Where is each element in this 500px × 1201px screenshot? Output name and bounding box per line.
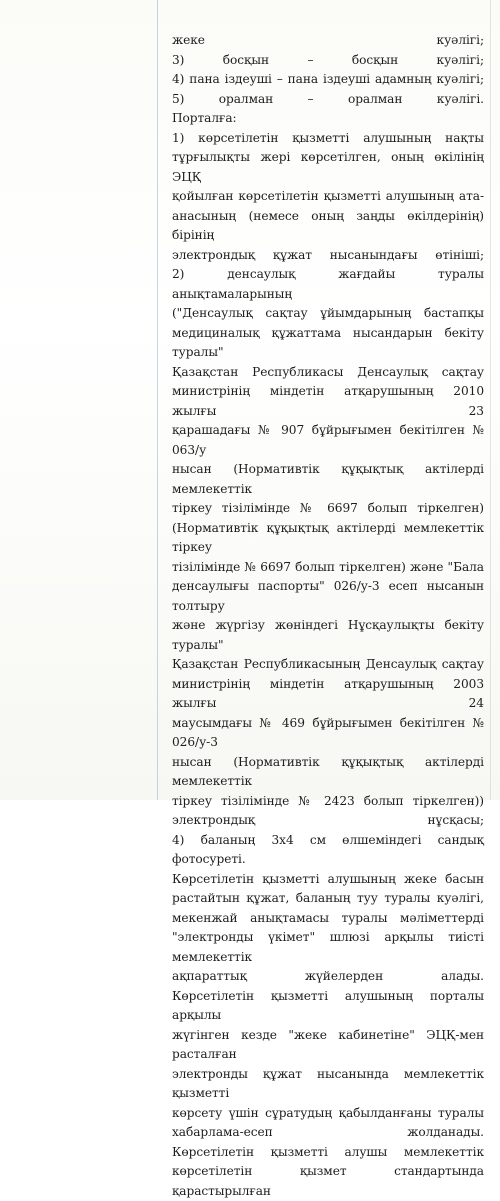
document-line: қарашадағы № 907 бұйрығымен бекітілген № 063/у	[172, 423, 484, 457]
document-line: тіркеу тізілімінде № 2423 болып тіркелген))	[172, 793, 484, 808]
document-line: 2) денсаулық жағдайы туралы анықтамаларының	[172, 267, 484, 301]
document-line: 5) оралман – оралман куәлігі.	[172, 91, 484, 106]
document-line: анасының (немесе оның заңды өкілдерінің) бірінің	[172, 208, 484, 242]
document-line: нысан (Нормативтік құқықтық актілерді мемлекеттік	[172, 754, 484, 788]
document-line: көрсету үшін сұратудың қабылданғаны туралы	[172, 1105, 484, 1120]
document-line: Қазақстан Республикасы Денсаулық сақтау	[172, 364, 484, 379]
document-line: ақпараттық жүйелерден алады.	[172, 969, 484, 983]
document-line: хабарлама-есеп жолданады.	[172, 1125, 484, 1139]
document-line: 4) баланың 3х4 см өлшеміндегі сандық фотосуреті.	[172, 832, 484, 866]
document-line: қойылған көрсетілетін қызметті алушының ата-	[172, 189, 484, 203]
document-line: және жүргізу жөніндегі Нұсқаулықты бекіту туралы"	[172, 618, 484, 652]
document-line: денсаулығы паспорты" 026/у-3 есеп нысанын толтыру	[172, 579, 484, 613]
document-line: электрондық құжат нысанындағы өтініші;	[172, 247, 484, 262]
left-scan-margin-line	[157, 0, 158, 800]
document-line: Қазақстан Республикасының Денсаулық сақтау	[172, 657, 484, 671]
document-line: тізілімінде № 6697 болып тіркелген) және "Бала	[172, 559, 484, 574]
document-line: нысан (Нормативтік құқықтық актілерді мемлекеттік	[172, 462, 484, 496]
document-text-column	[172, 31, 484, 1201]
document-line: Көрсетілетін қызметті алушының жеке басын	[172, 871, 484, 886]
document-line: 3) босқын – босқын куәлігі;	[172, 52, 484, 67]
document-line: электронды құжат нысанында мемлекеттік қызметті	[172, 1066, 484, 1100]
document-line: (Нормативтік құқықтық актілерді мемлекеттік тіркеу	[172, 520, 484, 554]
document-line: жеке куәлігі;	[172, 33, 484, 47]
document-line: көрсетілетін қызмет стандартында қарастырылған	[172, 1164, 484, 1198]
document-line: 4) пана іздеуші – пана іздеуші адамның куәлігі;	[172, 72, 484, 86]
document-line: тіркеу тізілімінде № 6697 болып тіркелген)	[172, 501, 484, 515]
document-line: электрондық нұсқасы;	[172, 813, 484, 827]
document-line: медициналық құжаттама нысандарын бекіту туралы"	[172, 325, 484, 359]
document-line: Порталға:	[172, 111, 237, 125]
document-line: Көрсетілетін қызметті алушы мемлекеттік	[172, 1144, 484, 1159]
document-line: "электронды үкімет" шлюзі арқылы тиісті мемлекеттік	[172, 930, 484, 964]
document-line: Көрсетілетін қызметті алушының порталы арқылы	[172, 988, 484, 1022]
document-line: ("Денсаулық сақтау ұйымдарының бастапқы	[172, 306, 484, 320]
document-line: мекенжай анықтамасы туралы мәліметтерді	[172, 910, 484, 925]
document-line: 1) көрсетілетін қызметті алушының нақты	[172, 130, 484, 145]
document-line: маусымдағы № 469 бұйрығымен бекітілген № 026/у-3	[172, 715, 484, 749]
document-line: министрінің міндетін атқарушының 2003 жылғы 24	[172, 676, 484, 710]
right-scan-margin-line	[490, 0, 491, 800]
document-line: растайтын құжат, баланың туу туралы куәлігі,	[172, 891, 484, 905]
document-line: жүгінген кезде "жеке кабинетіне" ЭЦҚ-мен расталған	[172, 1027, 484, 1061]
document-line: министрінің міндетін атқарушының 2010 жылғы 23	[172, 384, 484, 418]
document-line: тұрғылықты жері көрсетілген, оның өкілінің ЭЦҚ	[172, 150, 484, 184]
